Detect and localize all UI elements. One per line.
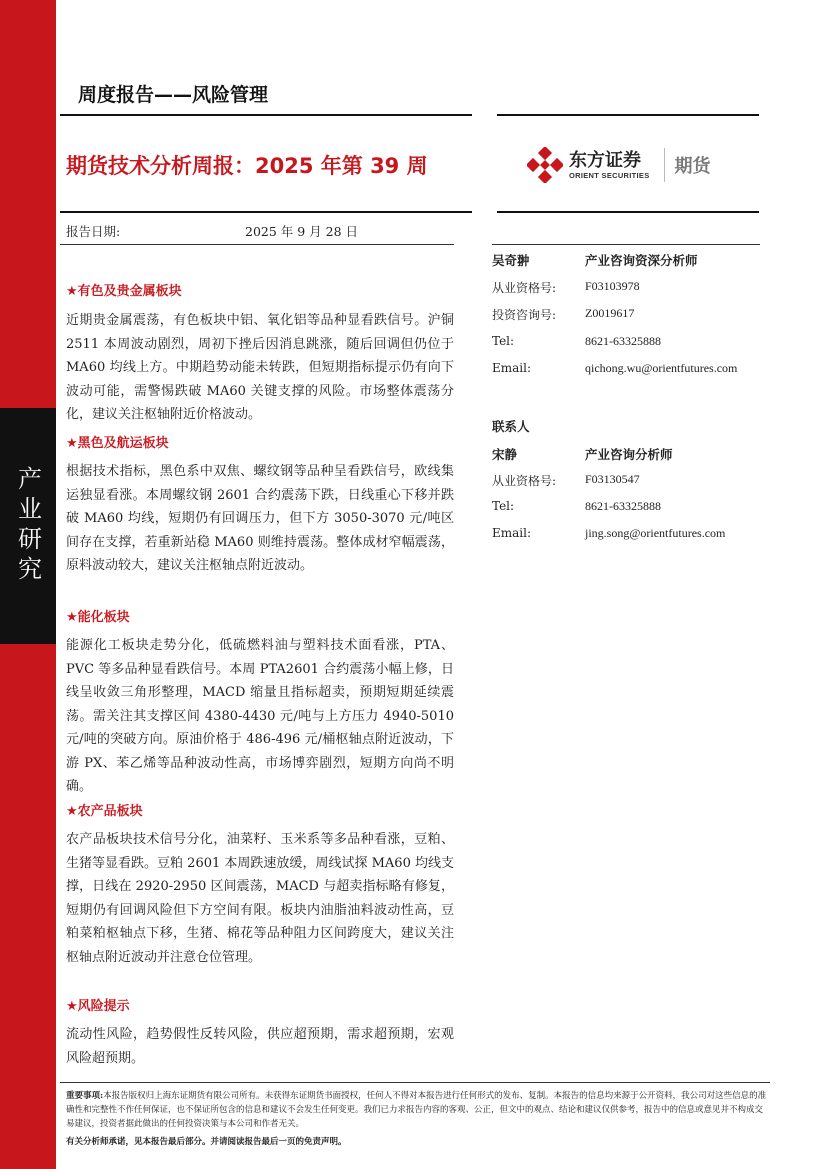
contact-email-label: Email: [492, 526, 532, 540]
contact-heading: 联系人 [492, 419, 530, 434]
category-label-box [0, 408, 56, 644]
footer-disclaimer [66, 1089, 770, 1131]
logo-english-name: ORIENT SECURITIES [569, 170, 650, 180]
date-rule [60, 244, 454, 245]
report-date-value: 2025 年 9 月 28 日 [245, 224, 359, 239]
footer-label: 重要事项: [66, 1091, 104, 1101]
section-heading-metals: ★有色及贵金属板块 [66, 284, 182, 299]
report-type: 周度报告——风险管理 [78, 84, 269, 106]
analyst-name: 吴奇翀 [492, 253, 530, 268]
report-date-label: 报告日期: [66, 224, 121, 239]
header-rule-top-right [497, 114, 759, 116]
footer-bottom-note: 有关分析师承诺，见本报告最后部分。并请阅读报告最后一页的免责声明。 [66, 1137, 347, 1147]
logo-separator [664, 148, 665, 182]
footer-rule [60, 1082, 770, 1083]
header-rule-bottom-left [60, 211, 472, 213]
contact-license-label: 从业资格号: [492, 474, 557, 488]
header-rule-top-left [60, 114, 472, 116]
footer-text: 本报告版权归上海东证期货有限公司所有。未获得东证期货书面授权，任何人不得对本报告进行任何形式的发布、复制。本报告的信息均来源于公开资料，我公司对这些信息的准确性和完整性不作任何保证，也不保证所包含的信息和建议不会发生任何变更。我们已力求报告内容的客观、公正，但文中的观点、结论和建议仅供参考，报告中的信息或意见并不构成交易建议，投资者据此做出的任何投资决策与本公司和作者无关。 [66, 1091, 767, 1129]
section-heading-energy: ★能化板块 [66, 610, 130, 625]
category-label: 产业研究 [13, 466, 42, 586]
section-body-risk: 流动性风险，趋势假性反转风险，供应超预期，需求超预期，宏观风险超预期。 [66, 1027, 454, 1066]
section-body-ferrous: 根据技术指标，黑色系中双焦、螺纹钢等品种呈看跌信号，欧线集运独显看涨。本周螺纹钢 2601 合约震荡下跌，日线重心下移并跌破 MA60 均线，短期仍有回调压力，但下方 3050-3070 元/吨区间存在支撑，若重新站稳 MA60 则维持震荡。整体成材窄幅震荡，原料波动较大，建议关注枢轴点附近波动。 [66, 464, 454, 573]
analyst-tel-value: 8621-63325888 [585, 334, 661, 348]
company-logo [527, 145, 747, 185]
section-body-agri: 农产品板块技术信号分化，油菜籽、玉米系等多品种看涨，豆粕、生猪等显看跌。豆粕 2601 本周跌速放缓，周线试探 MA60 均线支撑，日线在 2920-2950 区间震荡，MACD 与超卖指标略有修复，短期仍有回调风险但下方空间有限。板块内油脂油料波动性高，豆粕菜粕枢轴点下移，生猪、棉花等品种阻力区间跨度大，建议关注枢轴点附近波动并注意仓位管理。 [66, 832, 454, 965]
section-heading-ferrous: ★黑色及航运板块 [66, 436, 169, 451]
contact-email-link[interactable]: jing.song@orientfutures.com [585, 526, 726, 540]
analyst-advisory-value: Z0019617 [585, 306, 635, 320]
header-rule-bottom-right [497, 211, 759, 213]
analyst-license-label: 从业资格号: [492, 281, 557, 295]
section-body-metals: 近期贵金属震荡，有色板块中铝、氧化铝等品种显看跌信号。沪铜 2511 本周波动剧烈，周初下挫后因消息跳涨，随后回调但仍位于 MA60 均线上方。中期趋势动能未转跌，但短期指标提示仍有向下波动可能，需警惕跌破 MA60 关键支撑的风险。市场整体震荡分化，建议关注枢轴附近价格波动。 [66, 313, 454, 422]
analyst-title: 产业咨询资深分析师 [585, 253, 698, 268]
logo-mark-icon [527, 147, 563, 183]
contact-tel-label: Tel: [492, 499, 515, 513]
logo-futures-label: 期货 [674, 156, 711, 177]
logo-chinese-name: 东方证券 [569, 149, 641, 171]
report-title: 期货技术分析周报：2025 年第 39 周 [66, 154, 428, 178]
analyst-email-link[interactable]: qichong.wu@orientfutures.com [585, 361, 738, 375]
section-heading-agri: ★农产品板块 [66, 804, 143, 819]
contact-tel-value: 8621-63325888 [585, 499, 661, 513]
analyst-tel-label: Tel: [492, 334, 515, 348]
analyst-email-label: Email: [492, 361, 532, 375]
contact-title: 产业咨询分析师 [585, 447, 673, 462]
contact-name: 宋静 [492, 447, 518, 462]
section-body-energy: 能源化工板块走势分化，低硫燃料油与塑料技术面看涨，PTA、PVC 等多品种显看跌信号。本周 PTA2601 合约震荡小幅上修，日线呈收敛三角形整理，MACD 缩量且指标超卖，预期短期延续震荡。需关注其支撑区间 4380-4430 元/吨与上方压力 4940-5010 元/吨的突破方向。原油价格于 486-496 元/桶枢轴点附近波动，下游 PX、苯乙烯等品种波动性高，市场博弈剧烈，短期方向尚不明确。 [66, 638, 454, 794]
section-heading-risk: ★风险提示 [66, 999, 130, 1014]
analyst-advisory-label: 投资咨询号: [492, 308, 557, 322]
analyst-license-value: F03103978 [585, 279, 640, 293]
analyst-rule [492, 244, 760, 245]
contact-license-value: F03130547 [585, 472, 640, 486]
